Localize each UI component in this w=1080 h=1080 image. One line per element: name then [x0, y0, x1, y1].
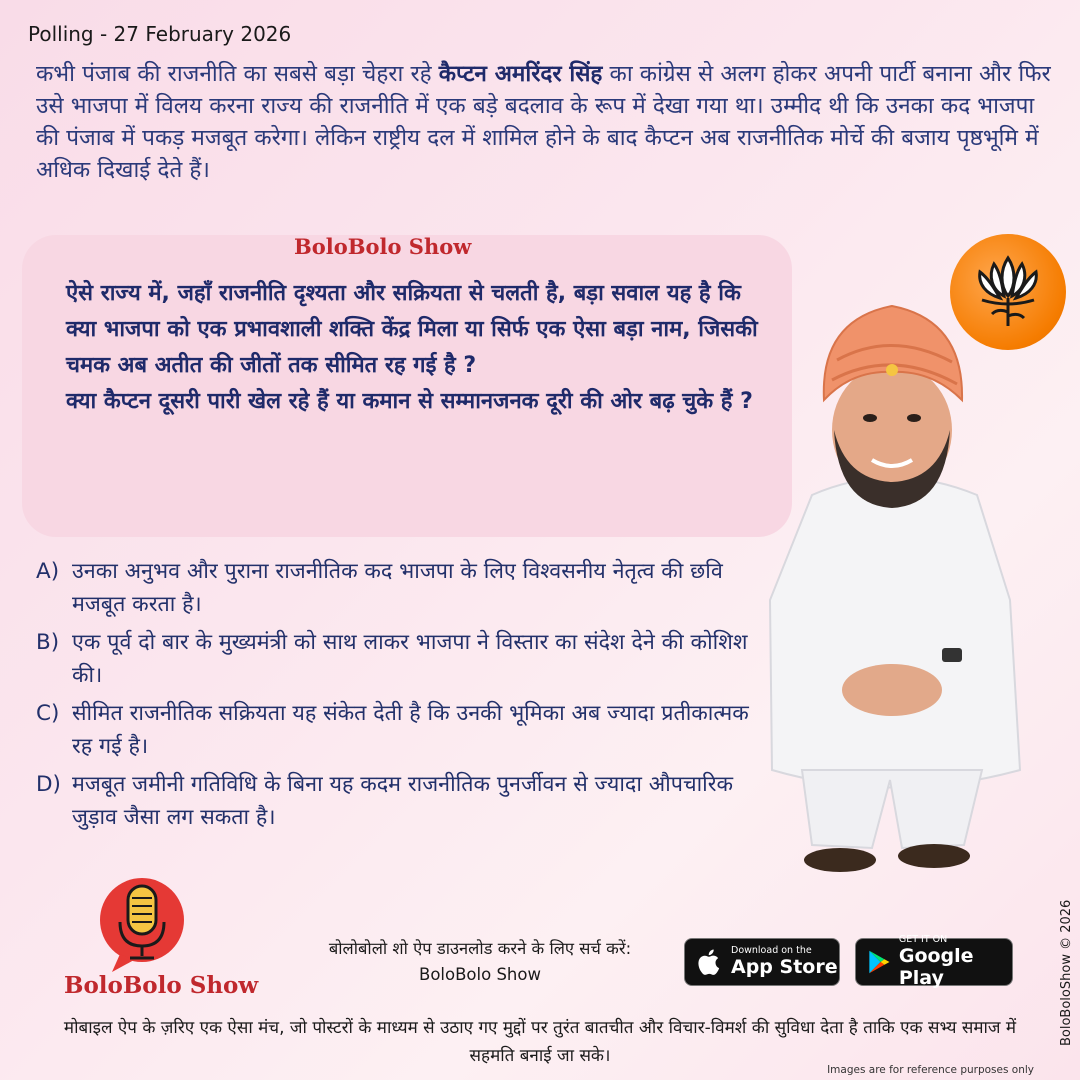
intro-paragraph: [36, 58, 1056, 186]
footer-brand: BoloBolo Show: [64, 972, 259, 999]
copyright: BoloBoloShow © 2026: [1059, 899, 1074, 1046]
intro-name: कैप्टन अमरिंदर सिंह: [438, 61, 603, 87]
option-text: एक पूर्व दो बार के मुख्यमंत्री को साथ लाकर भाजपा ने विस्तार का संदेश देने की कोशिश की।: [72, 630, 748, 688]
poll-question: [66, 276, 766, 420]
leader-portrait: [742, 300, 1042, 890]
disclaimer: Images are for reference purposes only: [827, 1064, 1034, 1076]
footer-description: मोबाइल ऐप के ज़रिए एक ऐसा मंच, जो पोस्टरों के माध्यम से उठाए गए मुद्दों पर तुरंत बातचीत और विचार-विमर्श की सुविधा देता है ताकि एक सभ्य समाज में सहमति बनाई जा सके।: [63, 1018, 1017, 1066]
option-letter: C): [36, 701, 60, 726]
poll-option-b[interactable]: [36, 626, 766, 692]
search-line1: बोलोबोलो शो ऐप डाउनलोड करने के लिए सर्च करें:: [328, 939, 632, 958]
question-card-brand: BoloBolo Show: [294, 234, 472, 259]
poll-option-d[interactable]: [36, 768, 766, 834]
app-search-hint: [290, 936, 670, 988]
intro-part2: का कांग्रेस से अलग होकर अपनी पार्टी बनाना और फिर उसे भाजपा में विलय करना राज्य की राजनीति में एक बड़े बदलाव के रूप में देखा गया था। उम्मीद थी कि उनका कद भाजपा की पंजाब में पकड़ मजबूत करेगा। लेकिन राष्ट्रीय दल में शामिल होने के बाद कैप्टन अब राजनीतिक मोर्चे की बजाय पृष्ठभूमि में अधिक दिखाई देते हैं।: [36, 61, 1051, 183]
option-letter: A): [36, 559, 60, 584]
google-play-button[interactable]: [855, 934, 1013, 989]
option-letter: B): [36, 630, 60, 655]
app-store-small: Download on the: [731, 945, 812, 956]
google-play-icon: [866, 947, 893, 977]
poll-option-c[interactable]: [36, 697, 766, 763]
poll-date: Polling - 27 February 2026: [28, 22, 292, 46]
poll-option-a[interactable]: [36, 555, 766, 621]
option-text: सीमित राजनीतिक सक्रियता यह संकेत देती है कि उनकी भूमिका अब ज्यादा प्रतीकात्मक रह गई है।: [72, 701, 749, 759]
poll-options: [36, 555, 766, 839]
option-text: मजबूत जमीनी गतिविधि के बिना यह कदम राजनीतिक पुनर्जीवन से ज्यादा औपचारिक जुड़ाव जैसा लग सकता है।: [72, 772, 734, 830]
question-line1: ऐसे राज्य में, जहाँ राजनीति दृश्यता और सक्रियता से चलती है, बड़ा सवाल यह है कि क्या भाजपा को एक प्रभावशाली शक्ति केंद्र मिला या सिर्फ एक ऐसा बड़ा नाम, जिसकी चमक अब अतीत की जीतों तक सीमित रह गई है ?: [66, 281, 758, 378]
question-line2: क्या कैप्टन दूसरी पारी खेल रहे हैं या कमान से सम्मानजनक दूरी की ओर बढ़ चुके हैं ?: [66, 389, 753, 414]
google-play-big: Google Play: [898, 945, 974, 989]
app-store-button[interactable]: [684, 938, 840, 986]
app-store-big: App Store: [731, 956, 838, 978]
intro-part1: कभी पंजाब की राजनीति का सबसे बड़ा चेहरा रहे: [36, 61, 439, 87]
option-text: उनका अनुभव और पुराना राजनीतिक कद भाजपा के लिए विश्वसनीय नेतृत्व की छवि मजबूत करता है।: [72, 559, 723, 617]
google-play-small: GET IT ON: [898, 934, 948, 945]
apple-icon: [695, 947, 725, 977]
option-letter: D): [36, 772, 61, 797]
search-line2: BoloBolo Show: [419, 965, 541, 984]
